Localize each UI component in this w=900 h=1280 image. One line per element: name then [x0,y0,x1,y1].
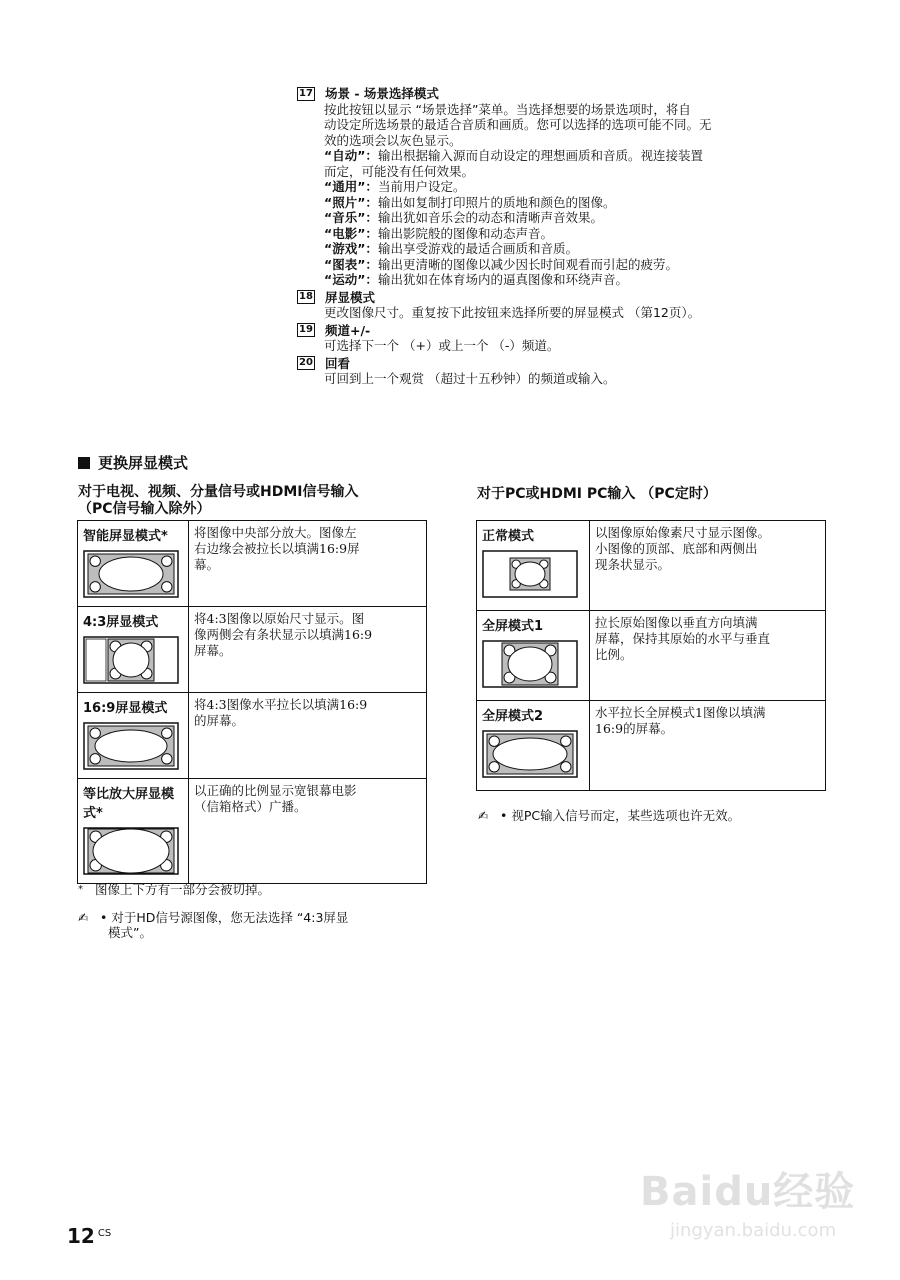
mode-name: 16:9屏显模式 [83,701,168,716]
mode-description-cell [189,779,427,884]
screen-mode-illustration [83,550,179,598]
item-text-line: 按此按钮以显示 “场景选择”菜单。当选择想要的场景选项时，将自 [324,101,691,117]
mode-name-cell [477,701,590,791]
screen-mode-illustration [83,827,179,875]
tv-screen-mode-table [77,520,427,884]
mode-description-line: 水平拉长全屏模式1图像以填满 [595,705,766,720]
function-item-19 [297,323,837,354]
mode-name-cell [78,693,189,779]
function-list [297,86,837,389]
scene-option: 而定，可能没有任何效果。 [324,163,475,179]
mode-name-cell [477,521,590,611]
baidu-watermark-logo: Baidu经验 jingyan.baidu.com [640,1169,856,1241]
mode-description-line: 将4:3图像水平拉长以填满16:9 [194,697,368,712]
mode-description-line: 的屏幕。 [194,713,245,728]
scene-option: “图表”：输出更清晰的图像以减少因长时间观看而引起的疲劳。 [324,256,678,272]
mode-description-line: 以图像原始像素尺寸显示图像。 [595,525,771,540]
item-title: 回看 [325,355,351,371]
mode-row [477,611,826,701]
pencil-note-icon: ✍ [78,910,89,925]
mode-row [78,521,427,607]
mode-row [78,779,427,884]
left-column-title: 对于电视、视频、分量信号或HDMI信号输入 （PC信号输入除外） [78,484,359,517]
footnote: * 图像上下方有一部分会被切掉。 [78,882,270,897]
scene-option: “运动”：输出犹如在体育场内的逼真图像和环绕声音。 [324,272,628,287]
mode-description-line: 16:9的屏幕。 [595,721,674,736]
mode-row [78,607,427,693]
mode-description-line: （信箱格式）广播。 [194,799,307,814]
mode-name: 全屏模式1 [482,619,544,634]
pc-screen-mode-table [476,520,826,791]
mode-description-line: 将图像中央部分放大。图像左 [194,525,357,540]
mode-description-cell [590,611,826,701]
mode-row [477,701,826,791]
mode-description-cell [189,693,427,779]
screen-mode-illustration [482,550,578,598]
function-item-20 [297,356,837,387]
mode-description-line: 幕。 [194,557,220,572]
mode-description-line: 以正确的比例显示宽银幕电影 [194,783,357,798]
screen-mode-illustration [83,722,179,770]
mode-name: 4:3屏显模式 [83,615,159,630]
function-item-18 [297,290,837,321]
mode-description-cell [189,607,427,693]
mode-description-line: 现条状显示。 [595,557,671,572]
item-text-line: 效的选项会以灰色显示。 [324,132,462,148]
mode-description-line: 屏幕，保持其原始的水平与垂直 [595,631,771,646]
section-title: 更换屏显模式 [78,452,188,473]
scene-option: “自动”：输出根据输入源而自动设定的理想画质和音质。视连接装置 [324,148,703,163]
mode-row [477,521,826,611]
item-number: 19 [297,323,315,337]
square-bullet-icon [78,457,90,469]
mode-description-line: 比例。 [595,647,633,662]
scene-option: “照片”：输出如复制打印照片的质地和颜色的图像。 [324,194,616,210]
note-hd-source: ✍ • 对于HD信号源图像，您无法选择 “4:3屏显 模式”。 [78,910,349,940]
item-text-line: 可选择下一个 （+）或上一个 （-）频道。 [324,338,560,353]
screen-mode-illustration [482,730,578,778]
mode-description-cell [590,521,826,611]
mode-description-line: 屏幕。 [194,643,232,658]
scene-option: “游戏”：输出享受游戏的最适合画质和音质。 [324,241,578,256]
scene-option: “音乐”：输出犹如音乐会的动态和清晰声音效果。 [324,210,603,225]
item-number: 18 [297,290,315,304]
mode-name: 等比放大屏显模式* [83,787,175,821]
mode-name: 正常模式 [482,529,535,544]
mode-name-cell [78,521,189,607]
note-pc-input: ✍ • 视PC输入信号而定，某些选项也许无效。 [478,808,741,823]
item-text-line: 动设定所选场景的最适合音质和画质。您可以选择的选项可能不同。无 [324,117,712,132]
item-text-line: 更改图像尺寸。重复按下此按钮来选择所要的屏显模式 （第12页）。 [324,305,701,320]
mode-description-line: 右边缘会被拉长以填满16:9屏 [194,541,360,556]
mode-description-line: 小图像的顶部、底部和两侧出 [595,541,758,556]
item-number: 20 [297,356,315,370]
page-number: 12 $^{CS}$ [67,1224,112,1248]
right-column-title: 对于PC或HDMI PC输入 （PC定时） [477,486,717,502]
item-text-line: 可回到上一个观赏 （超过十五秒钟）的频道或输入。 [324,371,616,386]
function-item-17 [297,86,837,288]
mode-description-line: 像两侧会有条状显示以填满16:9 [194,627,373,642]
mode-description-line: 将4:3图像以原始尺寸显示。图 [194,611,365,626]
scene-option: “电影”：输出影院般的图像和动态声音。 [324,225,553,241]
mode-description-cell [189,521,427,607]
mode-name: 全屏模式2 [482,709,544,724]
item-number: 17 [297,87,315,101]
item-title: 频道+/- [325,322,371,338]
screen-mode-illustration [482,640,578,688]
pencil-note-icon: ✍ [478,808,489,823]
mode-row [78,693,427,779]
item-title: 屏显模式 [325,289,376,305]
mode-name: 智能屏显模式* [83,529,168,544]
item-title: 场景 - 场景选择模式 [325,86,439,101]
scene-option: “通用”：当前用户设定。 [324,179,466,194]
mode-name-cell [477,611,590,701]
mode-name-cell [78,779,189,884]
mode-name-cell [78,607,189,693]
mode-description-line: 拉长原始图像以垂直方向填满 [595,615,758,630]
mode-description-cell [590,701,826,791]
screen-mode-illustration [83,636,179,684]
